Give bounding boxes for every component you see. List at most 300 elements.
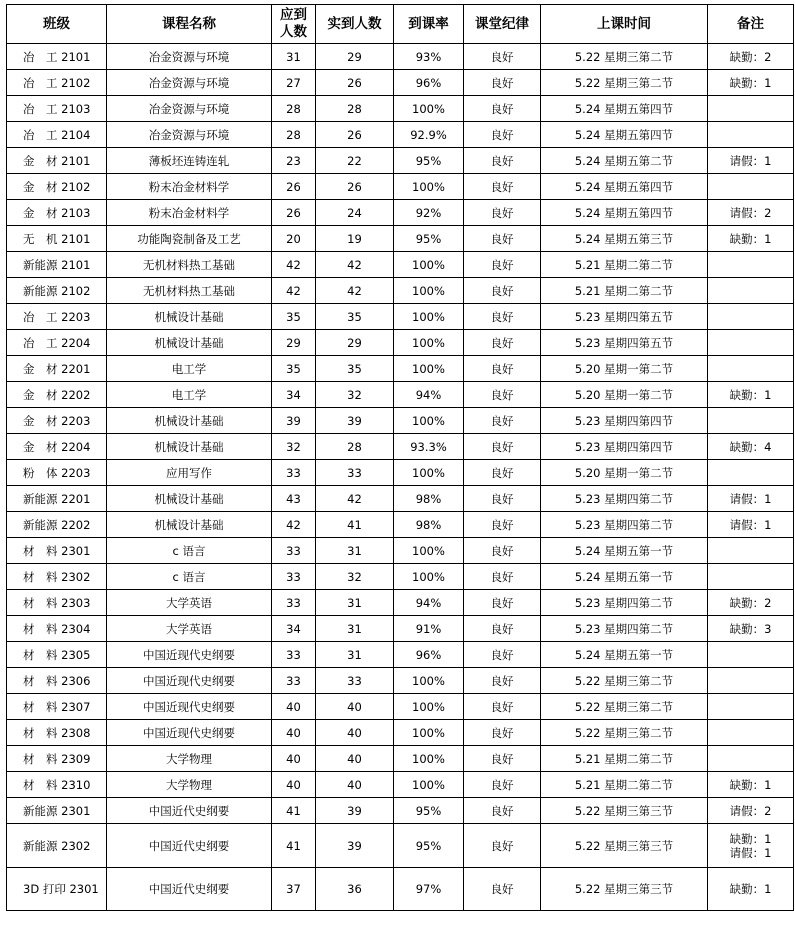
rate-cell: 100% bbox=[394, 304, 464, 330]
actual-cell: 42 bbox=[316, 278, 394, 304]
note-line: 缺勤：1 bbox=[729, 387, 772, 402]
time-cell: 5.22 星期三第二节 bbox=[541, 694, 708, 720]
table-row bbox=[7, 746, 794, 772]
discipline-cell: 良好 bbox=[464, 720, 541, 746]
note-cell bbox=[708, 200, 794, 226]
actual-cell: 26 bbox=[316, 174, 394, 200]
actual-cell: 39 bbox=[316, 824, 394, 868]
time-cell: 5.22 星期三第二节 bbox=[541, 720, 708, 746]
discipline-cell: 良好 bbox=[464, 278, 541, 304]
class-cell: 材 料 2301 bbox=[7, 538, 107, 564]
course-cell: 粉末冶金材料学 bbox=[107, 200, 272, 226]
table-row bbox=[7, 798, 794, 824]
course-cell: 粉末冶金材料学 bbox=[107, 174, 272, 200]
discipline-cell: 良好 bbox=[464, 668, 541, 694]
note-cell bbox=[708, 356, 794, 382]
time-cell: 5.24 星期五第三节 bbox=[541, 226, 708, 252]
expected-cell: 41 bbox=[272, 798, 316, 824]
course-cell: 大学物理 bbox=[107, 772, 272, 798]
time-cell: 5.20 星期一第二节 bbox=[541, 382, 708, 408]
table-row bbox=[7, 512, 794, 538]
expected-cell: 39 bbox=[272, 408, 316, 434]
note-cell bbox=[708, 408, 794, 434]
course-cell: 无机材料热工基础 bbox=[107, 252, 272, 278]
course-cell: 中国近现代史纲要 bbox=[107, 694, 272, 720]
rate-cell: 100% bbox=[394, 668, 464, 694]
time-cell: 5.24 星期五第四节 bbox=[541, 122, 708, 148]
expected-cell: 32 bbox=[272, 434, 316, 460]
actual-cell: 33 bbox=[316, 668, 394, 694]
course-cell: 中国近代史纲要 bbox=[107, 868, 272, 911]
time-cell: 5.21 星期二第二节 bbox=[541, 278, 708, 304]
actual-cell: 40 bbox=[316, 746, 394, 772]
discipline-cell: 良好 bbox=[464, 252, 541, 278]
course-cell: 中国近代史纲要 bbox=[107, 798, 272, 824]
actual-cell: 40 bbox=[316, 720, 394, 746]
rate-cell: 100% bbox=[394, 772, 464, 798]
class-cell: 金 材 2102 bbox=[7, 174, 107, 200]
rate-cell: 100% bbox=[394, 330, 464, 356]
note-cell bbox=[708, 174, 794, 200]
class-cell: 金 材 2101 bbox=[7, 148, 107, 174]
table-row bbox=[7, 356, 794, 382]
class-cell: 材 料 2304 bbox=[7, 616, 107, 642]
time-cell: 5.24 星期五第二节 bbox=[541, 148, 708, 174]
class-cell: 金 材 2202 bbox=[7, 382, 107, 408]
class-cell: 无 机 2101 bbox=[7, 226, 107, 252]
discipline-cell: 良好 bbox=[464, 148, 541, 174]
discipline-cell: 良好 bbox=[464, 824, 541, 868]
rate-cell: 100% bbox=[394, 694, 464, 720]
actual-cell: 35 bbox=[316, 356, 394, 382]
course-cell: c 语言 bbox=[107, 538, 272, 564]
course-cell: 冶金资源与环境 bbox=[107, 70, 272, 96]
course-cell: 薄板坯连铸连轧 bbox=[107, 148, 272, 174]
table-row bbox=[7, 694, 794, 720]
expected-cell: 26 bbox=[272, 174, 316, 200]
rate-cell: 100% bbox=[394, 356, 464, 382]
header-row bbox=[7, 5, 794, 44]
note-line: 请假：1 bbox=[729, 845, 772, 860]
discipline-cell: 良好 bbox=[464, 460, 541, 486]
note-line: 缺勤：1 bbox=[729, 777, 772, 792]
actual-cell: 31 bbox=[316, 642, 394, 668]
course-cell: 中国近现代史纲要 bbox=[107, 668, 272, 694]
rate-cell: 93% bbox=[394, 44, 464, 70]
course-cell: 机械设计基础 bbox=[107, 512, 272, 538]
actual-cell: 24 bbox=[316, 200, 394, 226]
expected-cell: 40 bbox=[272, 720, 316, 746]
time-cell: 5.23 星期四第五节 bbox=[541, 304, 708, 330]
expected-cell: 33 bbox=[272, 668, 316, 694]
note-cell bbox=[708, 642, 794, 668]
expected-cell: 29 bbox=[272, 330, 316, 356]
rate-cell: 100% bbox=[394, 538, 464, 564]
class-cell: 冶 工 2103 bbox=[7, 96, 107, 122]
time-cell: 5.24 星期五第一节 bbox=[541, 642, 708, 668]
expected-cell: 23 bbox=[272, 148, 316, 174]
class-cell: 材 料 2305 bbox=[7, 642, 107, 668]
course-cell: 冶金资源与环境 bbox=[107, 96, 272, 122]
actual-cell: 26 bbox=[316, 70, 394, 96]
time-cell: 5.23 星期四第四节 bbox=[541, 434, 708, 460]
rate-cell: 100% bbox=[394, 720, 464, 746]
rate-cell: 100% bbox=[394, 278, 464, 304]
note-line: 缺勤：3 bbox=[729, 621, 772, 636]
class-cell: 冶 工 2104 bbox=[7, 122, 107, 148]
note-line: 缺勤：1 bbox=[729, 882, 772, 896]
time-cell: 5.24 星期五第一节 bbox=[541, 538, 708, 564]
expected-cell: 42 bbox=[272, 252, 316, 278]
rate-cell: 98% bbox=[394, 486, 464, 512]
expected-cell: 35 bbox=[272, 304, 316, 330]
time-cell: 5.24 星期五第四节 bbox=[541, 174, 708, 200]
discipline-cell: 良好 bbox=[464, 44, 541, 70]
time-cell: 5.23 星期四第二节 bbox=[541, 512, 708, 538]
table-row bbox=[7, 720, 794, 746]
rate-cell: 95% bbox=[394, 798, 464, 824]
note-line: 请假：1 bbox=[729, 153, 772, 168]
time-cell: 5.23 星期四第四节 bbox=[541, 408, 708, 434]
time-cell: 5.20 星期一第二节 bbox=[541, 460, 708, 486]
table-row bbox=[7, 252, 794, 278]
rate-cell: 91% bbox=[394, 616, 464, 642]
note-cell bbox=[708, 668, 794, 694]
discipline-cell: 良好 bbox=[464, 772, 541, 798]
actual-cell: 28 bbox=[316, 434, 394, 460]
header-time: 上课时间 bbox=[541, 5, 708, 44]
class-cell: 材 料 2306 bbox=[7, 668, 107, 694]
note-cell bbox=[708, 304, 794, 330]
note-line: 缺勤：4 bbox=[729, 439, 772, 454]
table-row bbox=[7, 122, 794, 148]
class-cell: 新能源 2201 bbox=[7, 486, 107, 512]
time-cell: 5.24 星期五第一节 bbox=[541, 564, 708, 590]
rate-cell: 100% bbox=[394, 174, 464, 200]
note-cell bbox=[708, 252, 794, 278]
course-cell: 应用写作 bbox=[107, 460, 272, 486]
class-cell: 材 料 2307 bbox=[7, 694, 107, 720]
discipline-cell: 良好 bbox=[464, 590, 541, 616]
expected-cell: 41 bbox=[272, 824, 316, 868]
expected-cell: 28 bbox=[272, 122, 316, 148]
rate-cell: 95% bbox=[394, 148, 464, 174]
note-cell bbox=[708, 434, 794, 460]
actual-cell: 22 bbox=[316, 148, 394, 174]
class-cell: 金 材 2204 bbox=[7, 434, 107, 460]
rate-cell: 100% bbox=[394, 564, 464, 590]
discipline-cell: 良好 bbox=[464, 330, 541, 356]
table-row bbox=[7, 200, 794, 226]
expected-cell: 33 bbox=[272, 538, 316, 564]
class-cell: 冶 工 2101 bbox=[7, 44, 107, 70]
actual-cell: 29 bbox=[316, 330, 394, 356]
note-line: 请假：1 bbox=[729, 491, 772, 506]
expected-cell: 27 bbox=[272, 70, 316, 96]
table-row bbox=[7, 148, 794, 174]
expected-cell: 34 bbox=[272, 382, 316, 408]
table-row bbox=[7, 668, 794, 694]
discipline-cell: 良好 bbox=[464, 642, 541, 668]
course-cell: 机械设计基础 bbox=[107, 330, 272, 356]
note-cell bbox=[708, 486, 794, 512]
table-row bbox=[7, 382, 794, 408]
actual-cell: 19 bbox=[316, 226, 394, 252]
note-line: 请假：1 bbox=[729, 517, 772, 532]
note-cell bbox=[708, 720, 794, 746]
table-row bbox=[7, 590, 794, 616]
note-cell bbox=[708, 564, 794, 590]
discipline-cell: 良好 bbox=[464, 564, 541, 590]
actual-cell: 40 bbox=[316, 694, 394, 720]
time-cell: 5.20 星期一第二节 bbox=[541, 356, 708, 382]
note-cell bbox=[708, 798, 794, 824]
table-row bbox=[7, 772, 794, 798]
expected-cell: 34 bbox=[272, 616, 316, 642]
table-row bbox=[7, 304, 794, 330]
note-cell bbox=[708, 772, 794, 798]
course-cell: 大学英语 bbox=[107, 590, 272, 616]
note-cell bbox=[708, 616, 794, 642]
course-cell: 冶金资源与环境 bbox=[107, 122, 272, 148]
note-cell bbox=[708, 868, 794, 911]
note-line: 缺勤：2 bbox=[729, 595, 772, 610]
discipline-cell: 良好 bbox=[464, 122, 541, 148]
class-cell: 粉 体 2203 bbox=[7, 460, 107, 486]
table-row bbox=[7, 96, 794, 122]
discipline-cell: 良好 bbox=[464, 746, 541, 772]
course-cell: 机械设计基础 bbox=[107, 486, 272, 512]
table-row bbox=[7, 44, 794, 70]
actual-cell: 26 bbox=[316, 122, 394, 148]
rate-cell: 100% bbox=[394, 96, 464, 122]
discipline-cell: 良好 bbox=[464, 616, 541, 642]
class-cell: 冶 工 2204 bbox=[7, 330, 107, 356]
class-cell: 材 料 2303 bbox=[7, 590, 107, 616]
time-cell: 5.21 星期二第二节 bbox=[541, 746, 708, 772]
note-cell bbox=[708, 96, 794, 122]
discipline-cell: 良好 bbox=[464, 382, 541, 408]
expected-cell: 31 bbox=[272, 44, 316, 70]
discipline-cell: 良好 bbox=[464, 200, 541, 226]
class-cell: 新能源 2202 bbox=[7, 512, 107, 538]
header-course: 课程名称 bbox=[107, 5, 272, 44]
table-row bbox=[7, 616, 794, 642]
note-cell bbox=[708, 694, 794, 720]
course-cell: c 语言 bbox=[107, 564, 272, 590]
class-cell: 材 料 2308 bbox=[7, 720, 107, 746]
rate-cell: 92% bbox=[394, 200, 464, 226]
time-cell: 5.22 星期三第二节 bbox=[541, 668, 708, 694]
note-line: 缺勤：2 bbox=[729, 49, 772, 64]
class-cell: 冶 工 2203 bbox=[7, 304, 107, 330]
note-cell bbox=[708, 512, 794, 538]
time-cell: 5.22 星期三第二节 bbox=[541, 44, 708, 70]
time-cell: 5.24 星期五第四节 bbox=[541, 96, 708, 122]
class-cell: 金 材 2103 bbox=[7, 200, 107, 226]
header-rate: 到课率 bbox=[394, 5, 464, 44]
header-note: 备注 bbox=[708, 5, 794, 44]
course-cell: 功能陶瓷制备及工艺 bbox=[107, 226, 272, 252]
actual-cell: 42 bbox=[316, 252, 394, 278]
rate-cell: 97% bbox=[394, 868, 464, 911]
class-cell: 金 材 2203 bbox=[7, 408, 107, 434]
actual-cell: 40 bbox=[316, 772, 394, 798]
discipline-cell: 良好 bbox=[464, 304, 541, 330]
actual-cell: 35 bbox=[316, 304, 394, 330]
expected-cell: 37 bbox=[272, 868, 316, 911]
course-cell: 机械设计基础 bbox=[107, 304, 272, 330]
table-row bbox=[7, 564, 794, 590]
time-cell: 5.22 星期三第三节 bbox=[541, 798, 708, 824]
class-cell: 新能源 2101 bbox=[7, 252, 107, 278]
time-cell: 5.22 星期三第二节 bbox=[541, 70, 708, 96]
expected-cell: 33 bbox=[272, 564, 316, 590]
actual-cell: 41 bbox=[316, 512, 394, 538]
table-row bbox=[7, 226, 794, 252]
expected-cell: 20 bbox=[272, 226, 316, 252]
expected-cell: 33 bbox=[272, 590, 316, 616]
actual-cell: 32 bbox=[316, 564, 394, 590]
rate-cell: 92.9% bbox=[394, 122, 464, 148]
class-cell: 新能源 2102 bbox=[7, 278, 107, 304]
time-cell: 5.23 星期四第二节 bbox=[541, 486, 708, 512]
table-row bbox=[7, 174, 794, 200]
actual-cell: 31 bbox=[316, 590, 394, 616]
actual-cell: 39 bbox=[316, 408, 394, 434]
table-row bbox=[7, 330, 794, 356]
course-cell: 大学物理 bbox=[107, 746, 272, 772]
expected-cell: 33 bbox=[272, 460, 316, 486]
actual-cell: 42 bbox=[316, 486, 394, 512]
time-cell: 5.24 星期五第四节 bbox=[541, 200, 708, 226]
discipline-cell: 良好 bbox=[464, 694, 541, 720]
rate-cell: 94% bbox=[394, 590, 464, 616]
discipline-cell: 良好 bbox=[464, 96, 541, 122]
actual-cell: 31 bbox=[316, 616, 394, 642]
course-cell: 机械设计基础 bbox=[107, 434, 272, 460]
time-cell: 5.22 星期三第三节 bbox=[541, 824, 708, 868]
actual-cell: 29 bbox=[316, 44, 394, 70]
discipline-cell: 良好 bbox=[464, 798, 541, 824]
table-row bbox=[7, 868, 794, 911]
note-cell bbox=[708, 44, 794, 70]
expected-cell: 40 bbox=[272, 746, 316, 772]
header-expected: 应到 人数 bbox=[272, 5, 316, 44]
note-line: 缺勤：1 bbox=[729, 231, 772, 246]
class-cell: 材 料 2310 bbox=[7, 772, 107, 798]
table-row bbox=[7, 824, 794, 868]
header-discipline: 课堂纪律 bbox=[464, 5, 541, 44]
note-line: 请假：2 bbox=[729, 803, 772, 818]
time-cell: 5.23 星期四第二节 bbox=[541, 590, 708, 616]
expected-cell: 40 bbox=[272, 772, 316, 798]
note-cell bbox=[708, 382, 794, 408]
rate-cell: 100% bbox=[394, 408, 464, 434]
rate-cell: 93.3% bbox=[394, 434, 464, 460]
course-cell: 机械设计基础 bbox=[107, 408, 272, 434]
note-cell bbox=[708, 538, 794, 564]
discipline-cell: 良好 bbox=[464, 174, 541, 200]
discipline-cell: 良好 bbox=[464, 356, 541, 382]
time-cell: 5.21 星期二第二节 bbox=[541, 252, 708, 278]
course-cell: 中国近现代史纲要 bbox=[107, 642, 272, 668]
note-cell bbox=[708, 226, 794, 252]
course-cell: 大学英语 bbox=[107, 616, 272, 642]
class-cell: 金 材 2201 bbox=[7, 356, 107, 382]
expected-cell: 42 bbox=[272, 512, 316, 538]
course-cell: 无机材料热工基础 bbox=[107, 278, 272, 304]
table-body bbox=[7, 44, 794, 911]
course-cell: 中国近现代史纲要 bbox=[107, 720, 272, 746]
time-cell: 5.22 星期三第三节 bbox=[541, 868, 708, 911]
actual-cell: 33 bbox=[316, 460, 394, 486]
note-cell bbox=[708, 148, 794, 174]
rate-cell: 96% bbox=[394, 642, 464, 668]
expected-cell: 35 bbox=[272, 356, 316, 382]
header-class: 班级 bbox=[7, 5, 107, 44]
discipline-cell: 良好 bbox=[464, 868, 541, 911]
table-row bbox=[7, 486, 794, 512]
note-line: 缺勤：1 bbox=[729, 831, 772, 846]
discipline-cell: 良好 bbox=[464, 538, 541, 564]
rate-cell: 100% bbox=[394, 460, 464, 486]
actual-cell: 31 bbox=[316, 538, 394, 564]
attendance-table bbox=[6, 4, 794, 911]
class-cell: 新能源 2301 bbox=[7, 798, 107, 824]
table-row bbox=[7, 278, 794, 304]
rate-cell: 94% bbox=[394, 382, 464, 408]
table-row bbox=[7, 70, 794, 96]
discipline-cell: 良好 bbox=[464, 434, 541, 460]
course-cell: 冶金资源与环境 bbox=[107, 44, 272, 70]
discipline-cell: 良好 bbox=[464, 70, 541, 96]
discipline-cell: 良好 bbox=[464, 408, 541, 434]
expected-cell: 33 bbox=[272, 642, 316, 668]
expected-cell: 28 bbox=[272, 96, 316, 122]
time-cell: 5.21 星期二第二节 bbox=[541, 772, 708, 798]
time-cell: 5.23 星期四第二节 bbox=[541, 616, 708, 642]
course-cell: 中国近代史纲要 bbox=[107, 824, 272, 868]
table-row bbox=[7, 460, 794, 486]
actual-cell: 28 bbox=[316, 96, 394, 122]
expected-cell: 26 bbox=[272, 200, 316, 226]
table-row bbox=[7, 642, 794, 668]
note-line: 请假：2 bbox=[729, 205, 772, 220]
course-cell: 电工学 bbox=[107, 382, 272, 408]
course-cell: 电工学 bbox=[107, 356, 272, 382]
expected-cell: 43 bbox=[272, 486, 316, 512]
note-cell bbox=[708, 278, 794, 304]
discipline-cell: 良好 bbox=[464, 512, 541, 538]
table-row bbox=[7, 408, 794, 434]
note-cell bbox=[708, 460, 794, 486]
table-row bbox=[7, 434, 794, 460]
actual-cell: 36 bbox=[316, 868, 394, 911]
rate-cell: 100% bbox=[394, 252, 464, 278]
discipline-cell: 良好 bbox=[464, 486, 541, 512]
table-row bbox=[7, 538, 794, 564]
header-actual: 实到人数 bbox=[316, 5, 394, 44]
rate-cell: 95% bbox=[394, 226, 464, 252]
actual-cell: 32 bbox=[316, 382, 394, 408]
note-cell bbox=[708, 824, 794, 868]
class-cell: 冶 工 2102 bbox=[7, 70, 107, 96]
discipline-cell: 良好 bbox=[464, 226, 541, 252]
rate-cell: 95% bbox=[394, 824, 464, 868]
time-cell: 5.23 星期四第五节 bbox=[541, 330, 708, 356]
rate-cell: 96% bbox=[394, 70, 464, 96]
